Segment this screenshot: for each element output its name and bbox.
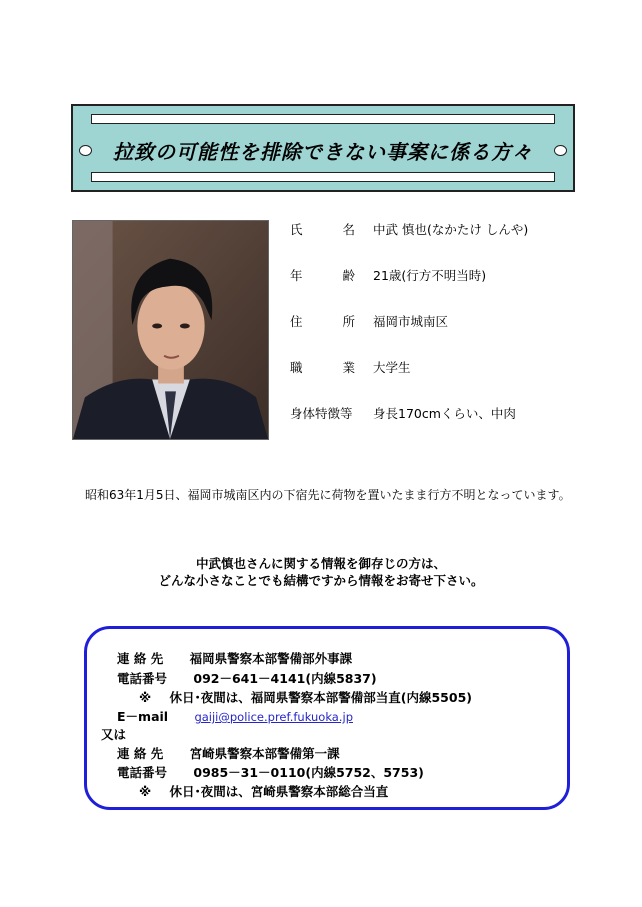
note-mark: ※ — [139, 690, 152, 705]
profile-label-address: 住 所 — [290, 314, 355, 329]
fukuoka-contact-row — [117, 651, 352, 667]
appeal-line-2: どんな小さなことでも結構ですから情報をお寄せ下さい。 — [158, 573, 484, 588]
banner-right-ring-icon — [554, 145, 567, 156]
email-link[interactable]: gaiji@police.pref.fukuoka.jp — [194, 710, 353, 724]
information-appeal — [60, 555, 582, 589]
miyazaki-phone-value: 0985－31－0110(内線5752、5753) — [193, 765, 424, 780]
banner-bottom-bar — [91, 172, 555, 182]
fukuoka-phone-value: 092－641－4141(内線5837) — [193, 671, 377, 686]
profile-label-age: 年 齢 — [290, 268, 355, 283]
contact-label: 連 絡 先 — [117, 746, 164, 761]
profile-value-address: 福岡市城南区 — [373, 314, 449, 329]
contact-label: 連 絡 先 — [117, 651, 164, 666]
profile-label-name: 氏 名 — [290, 222, 355, 237]
fukuoka-note-value: 休日･夜間は、福岡県警察本部警備部当直(内線5505) — [169, 690, 472, 705]
or-label: 又は — [101, 727, 127, 742]
case-narrative: 昭和63年1月5日、福岡市城南区内の下宿先に荷物を置いたまま行方不明となっています。 — [73, 488, 571, 502]
fukuoka-email-row — [117, 709, 353, 725]
contact-box — [84, 626, 570, 810]
profile-value-physical: 身長170cmくらい、中肉 — [373, 406, 516, 421]
profile-value-name: 中武 慎也(なかたけ しんや) — [373, 222, 529, 237]
profile-label-occupation: 職 業 — [290, 360, 355, 375]
fukuoka-phone-row — [117, 671, 377, 687]
phone-label: 電話番号 — [117, 765, 168, 780]
miyazaki-contact-row — [117, 746, 340, 762]
appeal-line-1: 中武慎也さんに関する情報を御存じの方は、 — [195, 556, 446, 571]
miyazaki-phone-row — [117, 765, 424, 781]
fukuoka-note-row — [139, 690, 472, 706]
email-label: E－mail — [117, 709, 169, 724]
phone-label: 電話番号 — [117, 671, 168, 686]
person-photo — [72, 220, 269, 440]
profile-label-physical: 身体特徴等 — [290, 406, 353, 421]
miyazaki-note-row — [139, 784, 388, 800]
title-banner — [71, 104, 575, 192]
profile-value-age: 21歳(行方不明当時) — [373, 268, 487, 283]
banner-top-bar — [91, 114, 555, 124]
profile-value-occupation: 大学生 — [373, 360, 411, 375]
note-mark: ※ — [139, 784, 152, 799]
page-title: 拉致の可能性を排除できない事案に係る方々 — [113, 140, 533, 164]
portrait-image — [73, 221, 268, 439]
miyazaki-note-value: 休日･夜間は、宮崎県警察本部総合当直 — [169, 784, 389, 799]
miyazaki-contact-value: 宮崎県警察本部警備第一課 — [189, 746, 340, 761]
fukuoka-contact-value: 福岡県警察本部警備部外事課 — [189, 651, 353, 666]
